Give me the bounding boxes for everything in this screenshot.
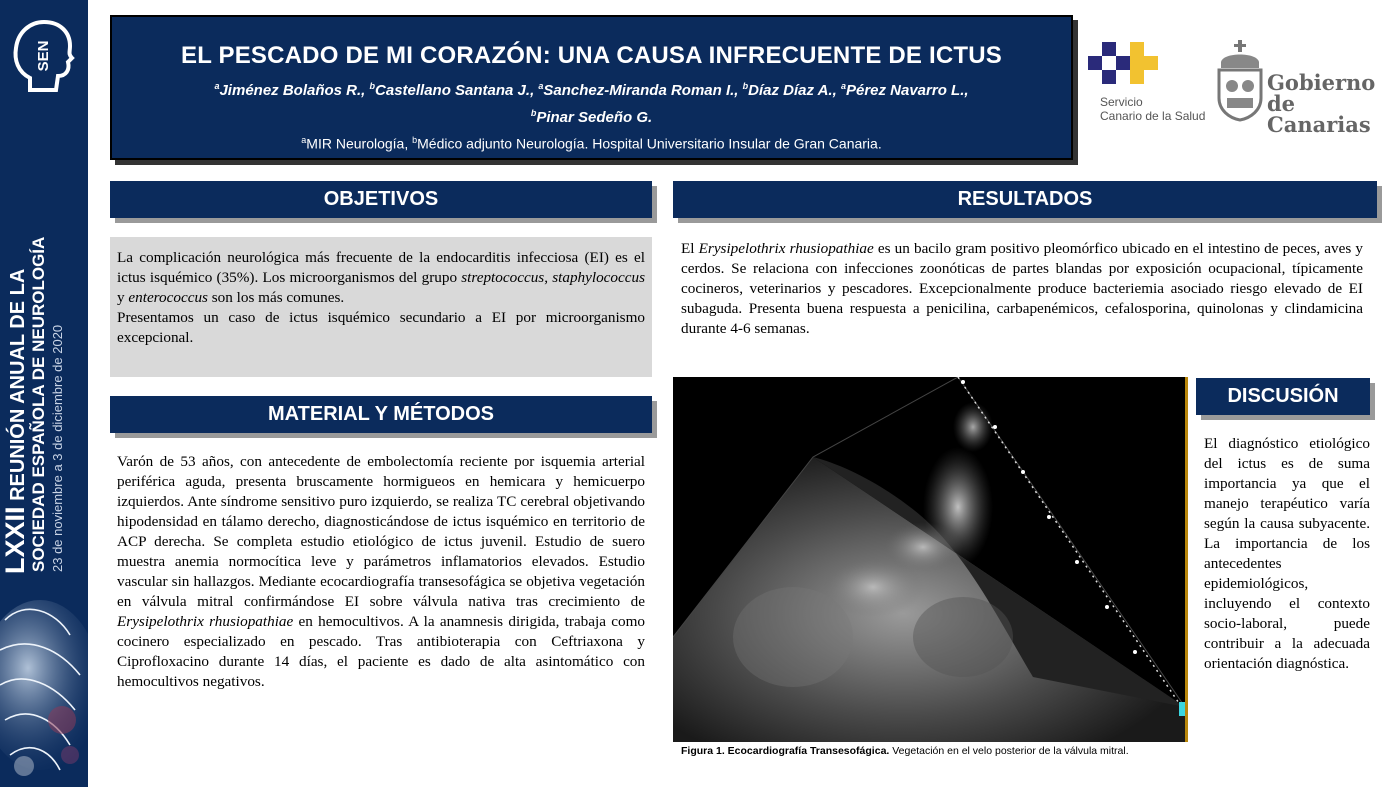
resultados-text-i: Erysipelothrix rhusiopathiae [698, 240, 874, 257]
metodos-text [117, 452, 645, 692]
author-sup: b [369, 81, 376, 91]
objetivos-p1-d: son los más comunes. [207, 289, 345, 306]
scs-line2: Canario de la Salud [1100, 109, 1206, 123]
caption-text: Vegetación en el velo posterior de la válvula mitral. [889, 745, 1129, 757]
metodos-text-i: Erysipelothrix rhusiopathiae [117, 613, 294, 630]
author-name: Jiménez Bolaños R., [219, 82, 370, 99]
poster-title: EL PESCADO DE MI CORAZÓN: UNA CAUSA INFRECUENTE DE ICTUS [180, 42, 1002, 69]
objetivos-heading: OBJETIVOS [110, 181, 652, 218]
sen-logo-icon [8, 16, 80, 100]
echocardiography-image [673, 377, 1188, 742]
brain-decoration-icon [0, 590, 88, 787]
meeting-title-vertical [0, 154, 84, 574]
objetivos-p1-i3: enterococcus [128, 289, 208, 306]
echo-ultrasound-icon [673, 377, 1185, 742]
resultados-text-b: es un bacilo gram positivo pleomórfico ubicado en el intestino de peces, aves y cerdos. Se relaciona con infecciones zoonóticas de partes blandas por exposición ocupacional, típicamente cocineros, veterinarios y pescadores. Excepcionalmente produce bacteriemia asociado riesgo elevado de EI subaguda. Presenta buena respuesta a penicilina, carbapenémicos, cefalosporina, quinolonas y clindamicina durante 4-6 semanas. [681, 240, 1363, 337]
gobierno-canarias-shield-icon [1215, 40, 1265, 122]
resultados-heading: RESULTADOS [673, 181, 1377, 218]
objetivos-p2: Presentamos un caso de ictus isquémico secundario a EI por microorganismo excepcional. [117, 309, 645, 346]
caption-bold: Figura 1. Ecocardiografía Transesofágica. [681, 745, 890, 757]
metodos-heading: MATERIAL Y MÉTODOS [110, 396, 652, 433]
objetivos-p1-a: La complicación neurológica más frecuente de la endocarditis infecciosa (EI) es el ictus isquémico (35%). Los microorganismos del grupo [117, 249, 645, 286]
objetivos-p1-b: , [544, 269, 553, 286]
author-sup: b [530, 108, 537, 118]
author-sup: a [214, 81, 220, 91]
affil-sup: b [412, 135, 418, 145]
meeting-number: LXXII [0, 506, 30, 574]
affil-text: Médico adjunto Neurología. Hospital Universitario Insular de Gran Canaria. [417, 135, 882, 152]
sen-logo-text: SEN [35, 40, 52, 72]
meeting-line1: REUNIÓN ANUAL DE LA [7, 268, 29, 501]
meeting-dates: 23 de noviembre a 3 de diciembre de 2020 [50, 324, 65, 572]
authors [112, 75, 1071, 129]
objetivos-p1-i1: streptococcus [461, 269, 545, 286]
affiliations [112, 135, 1071, 152]
gc-line2: de Canarias [1267, 91, 1371, 137]
objetivos-p1-c: y [117, 289, 129, 306]
meeting-line2: SOCIEDAD ESPAÑOLA DE NEUROLOGÍA [29, 236, 48, 572]
gobierno-canarias-text [1267, 72, 1400, 135]
author-sup: a [840, 81, 846, 91]
title-box [110, 15, 1073, 160]
affil-text: MIR Neurología, [306, 135, 413, 152]
scs-logo-text [1100, 95, 1205, 123]
gc-line1: Gobierno [1267, 70, 1376, 95]
metodos-text-a: Varón de 53 años, con antecedente de embolectomía reciente por isquemia arterial periférica aguda, presenta bruscamente hormigueos en hemicara y hemicuerpo izquierdos. Ante síndrome sensitivo puro izquierdo, se realiza TC cerebral objetivando hipodensidad en tálamo derecho, diagnosticándose de ictus isquémico en territorio de ACP derecha. Se completa estudio etiológico de ictus juvenil. Estudio de suero muestra anemia normocítica leve y parámetros inflamatorios elevados. Estudio vascular sin hallazgos. Mediante ecocardiografía transesofágica se objetiva vegetación en válvula mitral confirmándose EI sobre válvula nativa tras crecimiento de [117, 453, 645, 610]
author-sup: b [742, 81, 749, 91]
discusion-text: El diagnóstico etiológico del ictus es de suma importancia ya que el manejo terapéutico varía según la causa subyacente. La importancia de los antecedentes epidemiológicos, incluyendo el contexto socio-laboral, puede contribuir a la adecuada orientación diagnóstica. [1204, 435, 1370, 672]
discusion-heading: DISCUSIÓN [1196, 378, 1370, 415]
affil-sup: a [301, 135, 307, 145]
author-name: Pinar Sedeño G. [536, 109, 653, 126]
author-name: Castellano Santana J., [375, 82, 539, 99]
author-name: Díaz Díaz A., [748, 82, 841, 99]
resultados-text-a: El [681, 240, 699, 257]
sidebar [0, 0, 88, 787]
author-sup: a [538, 81, 544, 91]
figure-caption [681, 745, 1129, 757]
objetivos-text [117, 248, 645, 348]
metodos-text-b: en hemocultivos. A la anamnesis dirigida, trabaja como cocinero especializado en pescado. Tras antibioterapia con Ceftriaxona y Ciprofloxacino durante 14 días, el paciente es dado de alta asintomático con hemocultivos negativos. [117, 613, 645, 690]
scs-line1: Servicio [1100, 95, 1143, 109]
resultados-text [681, 239, 1363, 339]
author-name: Pérez Navarro L., [845, 82, 969, 99]
author-name: Sanchez-Miranda Roman I., [543, 82, 743, 99]
objetivos-p1-i2: staphylococcus [552, 269, 646, 286]
